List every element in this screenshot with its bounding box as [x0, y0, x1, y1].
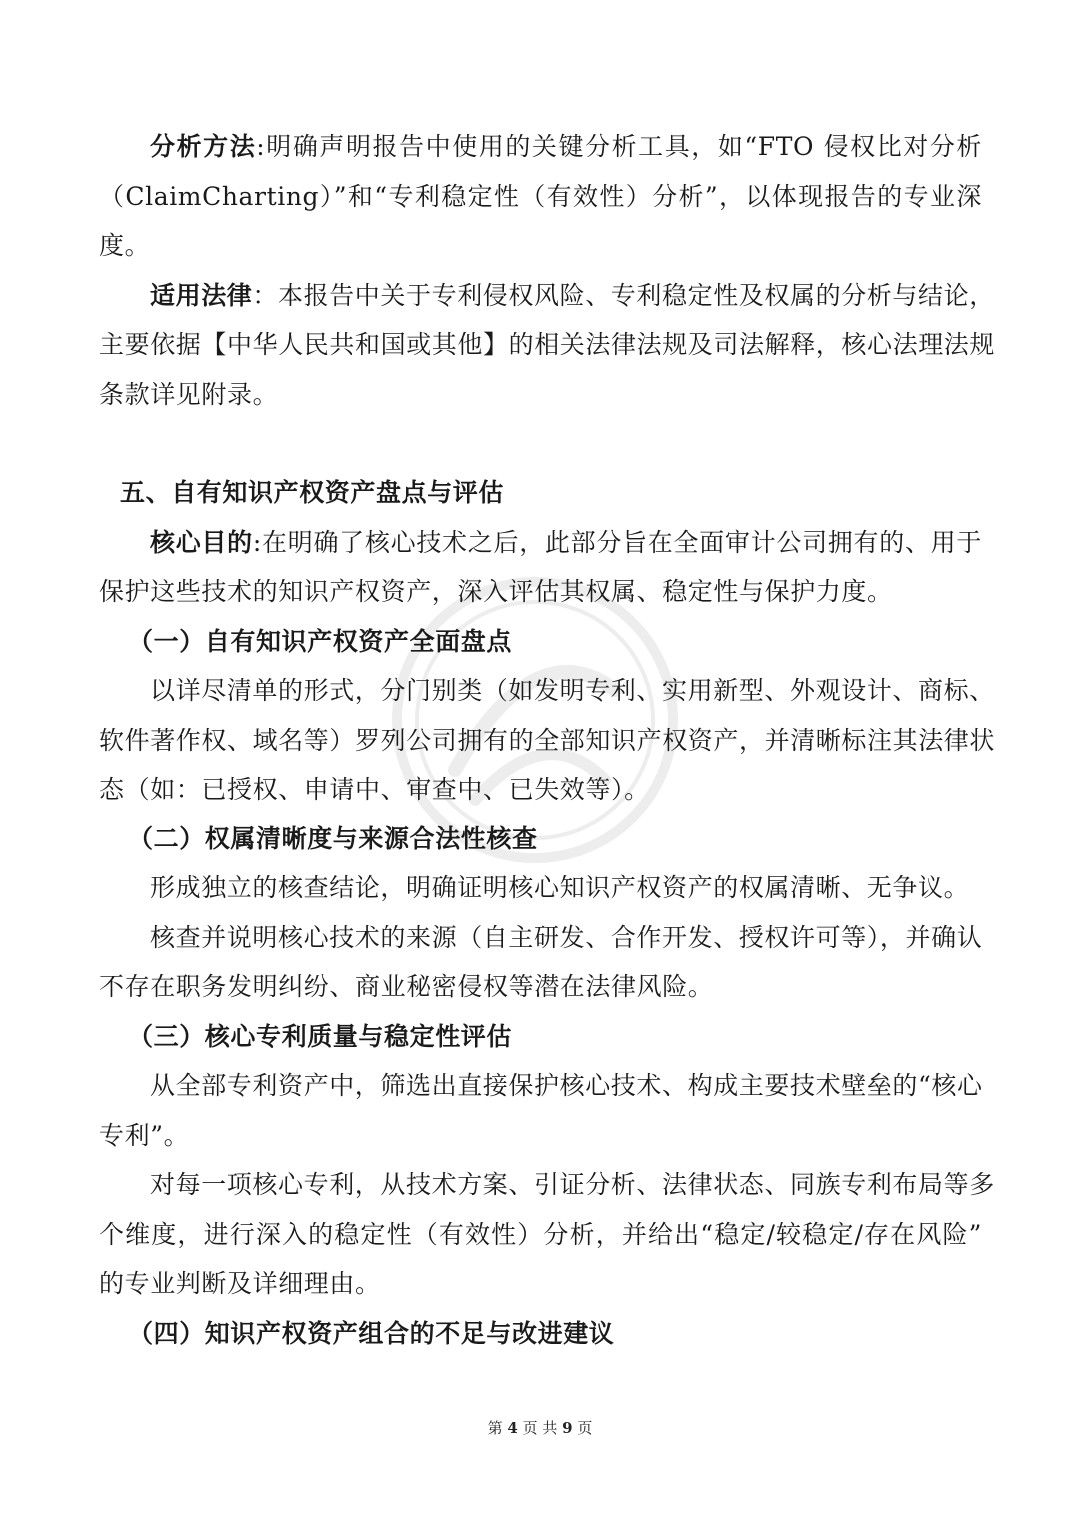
applicable-law-line-2: 主要依据【中华人民共和国或其他】的相关法律法规及司法解释，核心法理法规 — [99, 330, 996, 359]
analysis-method-line-2: （ClaimCharting）”和“专利稳定性（有效性）分析”，以体现报告的专业深 — [99, 182, 982, 211]
subsection-2-paragraph-1: 形成独立的核查结论，明确证明核心知识产权资产的权属清晰、无争议。 — [150, 873, 970, 902]
core-purpose-line-1: 核心目的:在明确了核心技术之后，此部分旨在全面审计公司拥有的、用于 — [150, 528, 982, 557]
subsection-2-heading: （二）权属清晰度与来源合法性核查 — [128, 824, 538, 853]
core-purpose-line-2: 保护这些技术的知识产权资产，深入评估其权属、稳定性与保护力度。 — [99, 577, 893, 606]
subsection-1-line-3: 态（如：已授权、申请中、审查中、已失效等）。 — [99, 775, 650, 804]
footer-suffix: 页 — [577, 1419, 593, 1437]
applicable-law-label: 适用法律 — [150, 281, 253, 310]
subsection-3-paragraph-1-line-2: 专利”。 — [99, 1121, 190, 1150]
subsection-3-paragraph-2-line-1: 对每一项核心专利，从技术方案、引证分析、法律状态、同族专利布局等多 — [150, 1170, 995, 1199]
subsection-2-paragraph-2-line-1: 核查并说明核心技术的来源（自主研发、合作开发、授权许可等），并确认 — [150, 923, 983, 952]
subsection-2-paragraph-2-line-2: 不存在职务发明纠纷、商业秘密侵权等潜在法律风险。 — [99, 972, 714, 1001]
subsection-3-paragraph-2-line-2: 个维度，进行深入的稳定性（有效性）分析，并给出“稳定/较稳定/存在风险” — [99, 1220, 982, 1249]
page-footer — [0, 1416, 1080, 1440]
subsection-3-paragraph-1-line-1: 从全部专利资产中，筛选出直接保护核心技术、构成主要技术壁垒的“核心 — [150, 1071, 983, 1100]
current-page-number: 4 — [507, 1419, 518, 1437]
total-pages-number: 9 — [562, 1419, 573, 1437]
analysis-method-line-1: 分析方法:明确声明报告中使用的关键分析工具，如“FTO 侵权比对分析 — [150, 132, 983, 161]
applicable-law-line-1: 适用法律：本报告中关于专利侵权风险、专利稳定性及权属的分析与结论， — [150, 281, 995, 310]
footer-middle: 页 共 — [522, 1419, 558, 1437]
subsection-1-line-2: 软件著作权、域名等）罗列公司拥有的全部知识产权资产，并清晰标注其法律状 — [99, 726, 996, 755]
core-purpose-label: 核心目的 — [150, 528, 253, 557]
subsection-4-heading: （四）知识产权资产组合的不足与改进建议 — [128, 1319, 615, 1348]
subsection-1-heading: （一）自有知识产权资产全面盘点 — [128, 627, 513, 656]
section-5-heading: 五、自有知识产权资产盘点与评估 — [120, 478, 505, 507]
analysis-method-line-3: 度。 — [99, 231, 151, 260]
analysis-method-label: 分析方法 — [150, 132, 257, 161]
subsection-3-heading: （三）核心专利质量与稳定性评估 — [128, 1022, 513, 1051]
applicable-law-line-3: 条款详见附录。 — [99, 380, 279, 409]
subsection-3-paragraph-2-line-3: 的专业判断及详细理由。 — [99, 1269, 381, 1298]
subsection-1-line-1: 以详尽清单的形式，分门别类（如发明专利、实用新型、外观设计、商标、 — [150, 676, 995, 705]
footer-prefix: 第 — [487, 1419, 503, 1437]
